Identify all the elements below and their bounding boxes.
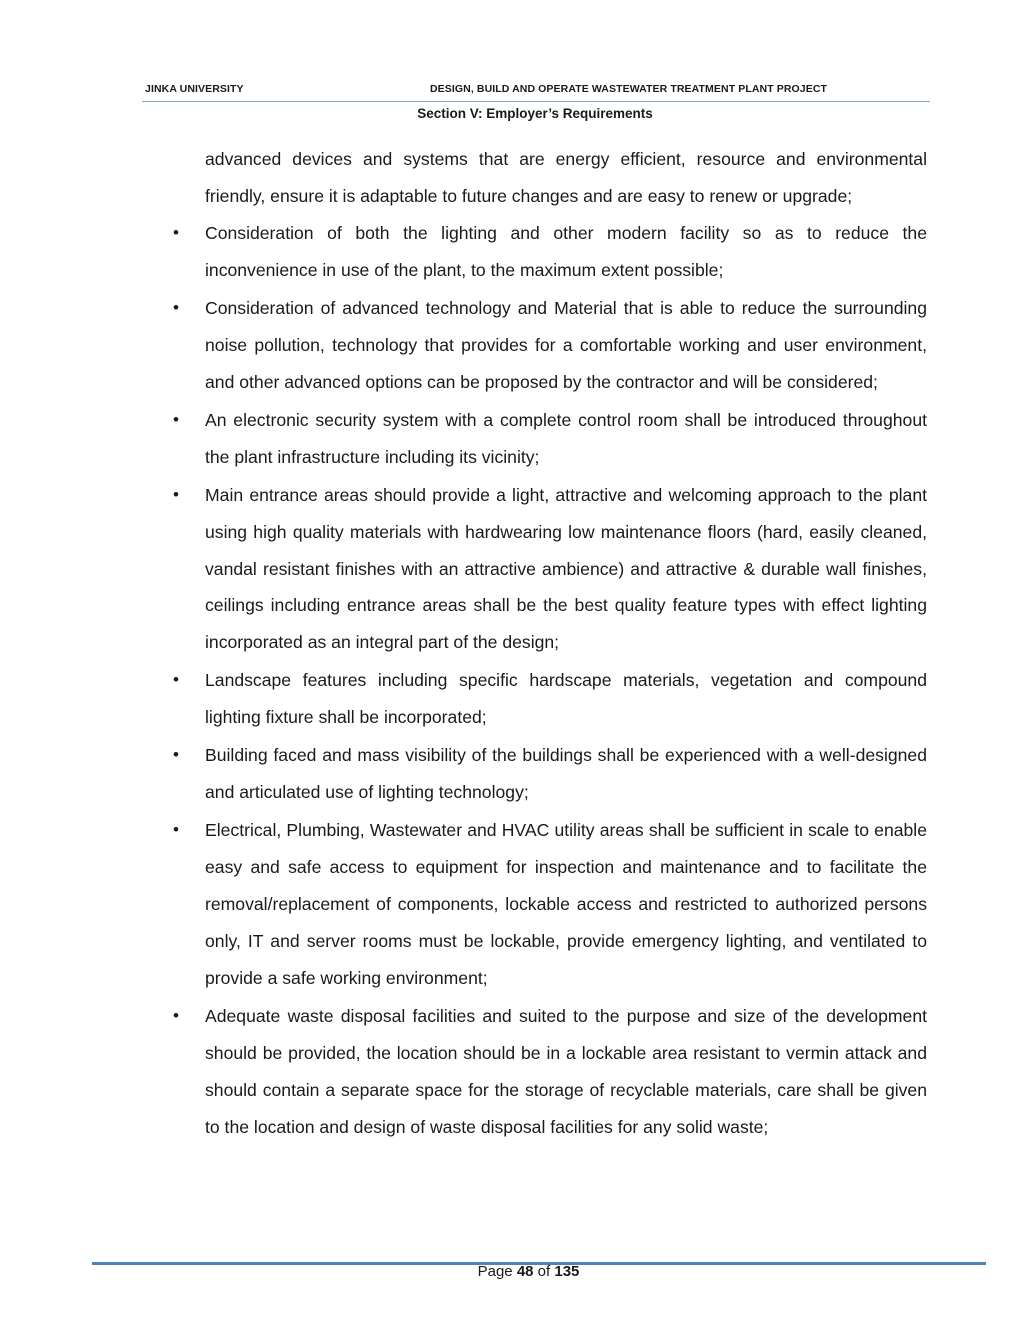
page-total: 135	[554, 1263, 580, 1280]
continuation-paragraph: advanced devices and systems that are energy efficient, resource and environmental friendly, ensure it is adaptable to future changes and are easy to renew or upgrade;	[205, 149, 927, 206]
list-item-text: Main entrance areas should provide a light, attractive and welcoming approach to the plant using high quality materials with hardwearing low maintenance floors (hard, easily cleaned, vandal resistant finishes with an attractive ambience) and attractive & durable wall finishes, ceilings including entrance areas shall be the best quality feature types with effect lighting incorporated as an integral part of the design;	[205, 484, 927, 653]
list-item-text: Landscape features including specific hardscape materials, vegetation and compound lighting fixture shall be incorporated;	[205, 670, 927, 728]
list-item-text: Electrical, Plumbing, Wastewater and HVAC utility areas shall be sufficient in scale to enable easy and safe access to equipment for inspection and maintenance and to facilitate the removal/replacement of components, lockable access and restricted to authorized persons only, IT and server rooms must be lockable, provide emergency lighting, and ventilated to provide a safe working environment;	[205, 820, 927, 989]
header-project-title: DESIGN, BUILD AND OPERATE WASTEWATER TREATMENT PLANT PROJECT	[430, 83, 828, 95]
list-item-text: Consideration of advanced technology and Material that is able to reduce the surrounding noise pollution, technology that provides for a comfortable working and user environment, and other advanced options can be proposed by the contractor and will be considered;	[205, 297, 927, 392]
list-item-text: Building faced and mass visibility of the buildings shall be experienced with a well-designed and articulated use of lighting technology;	[205, 745, 927, 803]
page-number	[0, 1263, 1024, 1280]
bullet-icon: •	[173, 409, 179, 429]
list-item-text: An electronic security system with a complete control room shall be introduced throughout the plant infrastructure including its vicinity;	[205, 409, 927, 467]
list-item	[173, 998, 927, 1146]
list-item-text: Adequate waste disposal facilities and suited to the purpose and size of the development should be provided, the location should be in a lockable area resistant to vermin attack and should contain a separate space for the storage of recyclable materials, care shall be given to the location and design of waste disposal facilities for any solid waste;	[205, 1006, 927, 1137]
section-title: Section V: Employer’s Requirements	[417, 106, 653, 121]
body-text	[173, 141, 927, 1147]
list-item-text: Consideration of both the lighting and other modern facility so as to reduce the inconvenience in use of the plant, to the maximum extent possible;	[205, 222, 927, 280]
bullet-icon: •	[173, 745, 179, 765]
bullet-list	[173, 215, 927, 1146]
bullet-icon: •	[173, 484, 179, 504]
page-prefix: Page	[477, 1263, 513, 1280]
header-university: JINKA UNIVERSITY	[145, 83, 244, 95]
list-item	[173, 215, 927, 289]
list-item	[173, 402, 927, 476]
page-of: of	[537, 1263, 551, 1280]
page-current: 48	[516, 1263, 534, 1280]
list-item	[173, 290, 927, 401]
list-item	[173, 477, 927, 662]
list-item	[173, 812, 927, 997]
bullet-icon: •	[173, 1006, 179, 1026]
header-rule	[142, 101, 930, 102]
bullet-icon: •	[173, 297, 179, 317]
bullet-icon: •	[173, 222, 179, 242]
list-item	[173, 737, 927, 811]
bullet-icon: •	[173, 820, 179, 840]
list-item	[173, 662, 927, 736]
bullet-icon: •	[173, 670, 179, 690]
